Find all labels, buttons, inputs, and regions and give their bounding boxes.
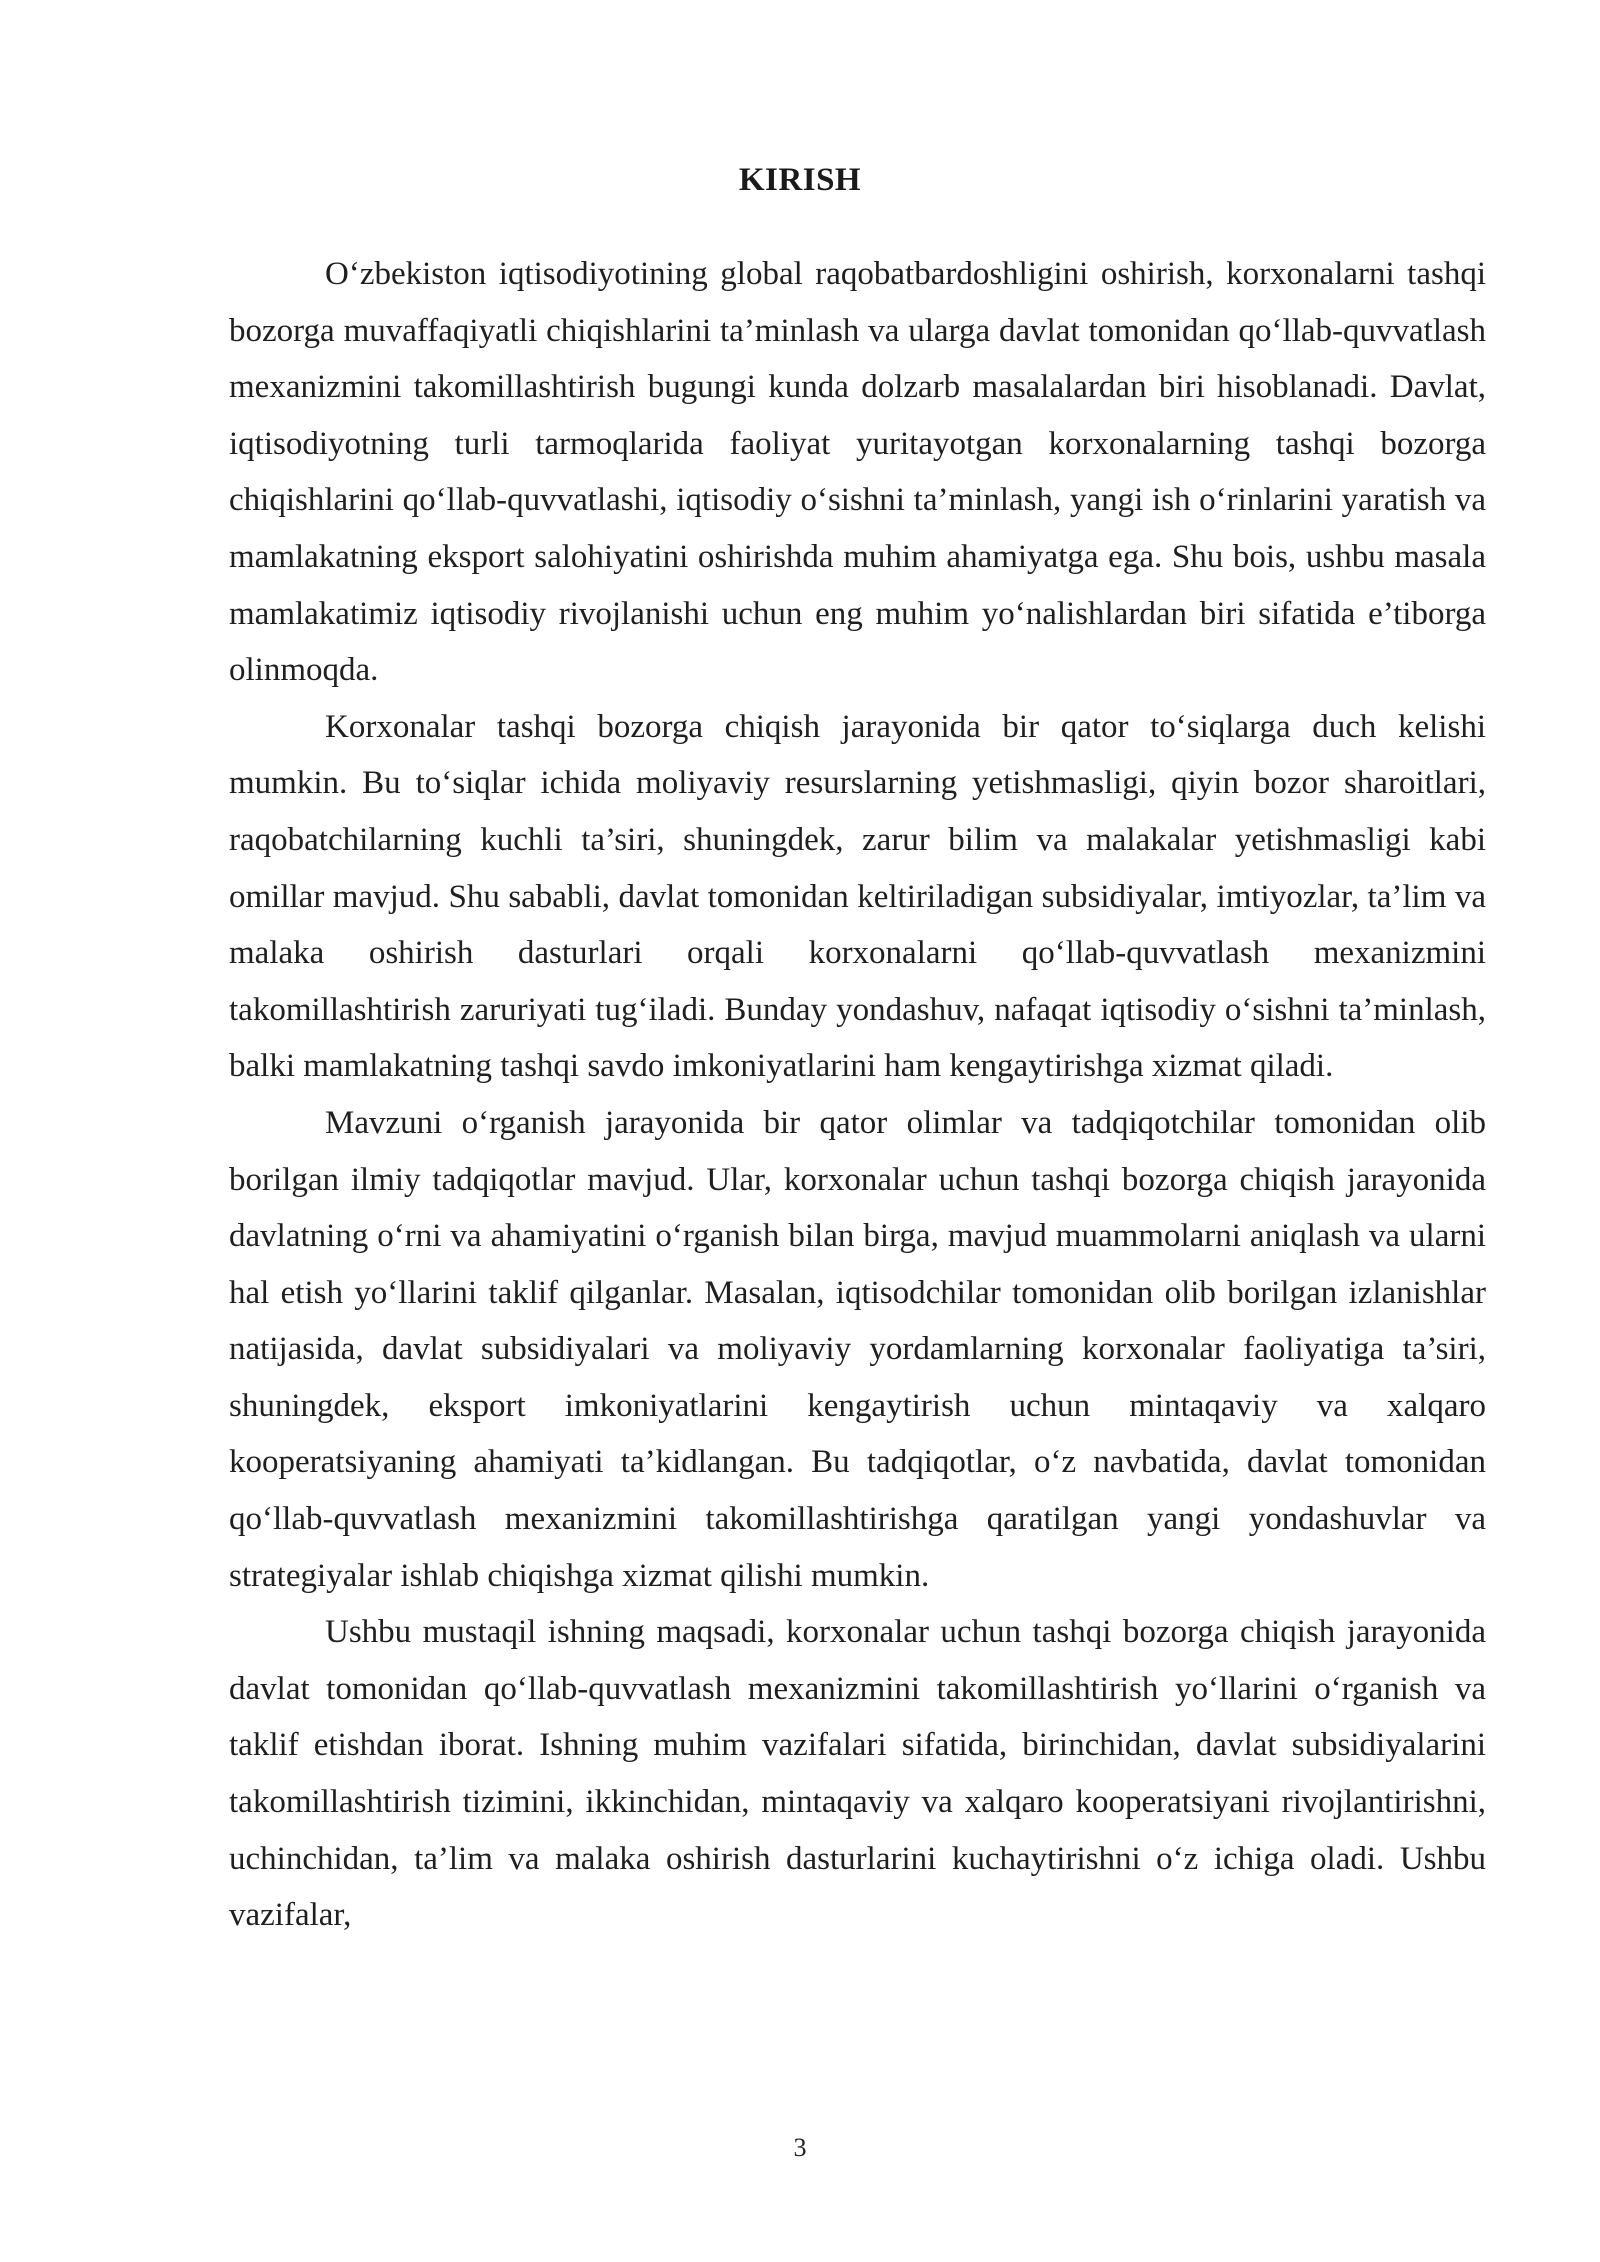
- paragraph-2: Korxonalar tashqi bozorga chiqish jarayonida bir qator to‘siqlarga duch kelishi mumkin. Bu to‘siqlar ichida moliyaviy resurslarning yetishmasligi, qiyin bozor sharoitlari, raqobatchilarning kuchli ta’siri, shuningdek, zarur bilim va malakalar yetishmasligi kabi omillar mavjud. Shu sababli, davlat tomonidan keltiriladigan subsidiyalar, imtiyozlar, ta’lim va malaka oshirish dasturlari orqali korxonalarni qo‘llab-quvvatlash mexanizmini takomillashtirish zaruriyati tug‘iladi. Bunday yondashuv, nafaqat iqtisodiy o‘sishni ta’minlash, balki mamlakatning tashqi savdo imkoniyatlarini ham kengaytirishga xizmat qiladi.: [229, 708, 1486, 1085]
- page-number: 3: [793, 2133, 807, 2162]
- paragraph-1: O‘zbekiston iqtisodiyotining global raqobatbardoshligini oshirish, korxonalarni tashqi bozorga muvaffaqiyatli chiqishlarini ta’minlash va ularga davlat tomonidan qo‘llab-quvvatlash mexanizmini takomillashtirish bugungi kunda dolzarb masalalardan biri hisoblanadi. Davlat, iqtisodiyotning turli tarmoqlarida faoliyat yuritayotgan korxonalarning tashqi bozorga chiqishlarini qo‘llab-quvvatlashi, iqtisodiy o‘sishni ta’minlash, yangi ish o‘rinlarini yaratish va mamlakatning eksport salohiyatini oshirishda muhim ahamiyatga ega. Shu bois, ushbu masala mamlakatimiz iqtisodiy rivojlanishi uchun eng muhim yo‘nalishlardan biri sifatida e’tiborga olinmoqda.: [229, 256, 1486, 689]
- section-heading: KIRISH: [738, 162, 862, 198]
- paragraph-4: Ushbu mustaqil ishning maqsadi, korxonalar uchun tashqi bozorga chiqish jarayonida davlat tomonidan qo‘llab-quvvatlash mexanizmini takomillashtirish yo‘llarini o‘rganish va taklif etishdan iborat. Ishning muhim vazifalari sifatida, birinchidan, davlat subsidiyalarini takomillashtirish tizimini, ikkinchidan, mintaqaviy va xalqaro kooperatsiyani rivojlantirishni, uchinchidan, ta’lim va malaka oshirish dasturlarini kuchaytirishni o‘z ichiga oladi. Ushbu vazifalar,: [229, 1614, 1486, 1934]
- body-text: [229, 246, 1486, 1944]
- paragraph-3: Mavzuni o‘rganish jarayonida bir qator olimlar va tadqiqotchilar tomonidan olib borilgan ilmiy tadqiqotlar mavjud. Ular, korxonalar uchun tashqi bozorga chiqish jarayonida davlatning o‘rni va ahamiyatini o‘rganish bilan birga, mavjud muammolarni aniqlash va ularni hal etish yo‘llarini taklif qilganlar. Masalan, iqtisodchilar tomonidan olib borilgan izlanishlar natijasida, davlat subsidiyalari va moliyaviy yordamlarning korxonalar faoliyatiga ta’siri, shuningdek, eksport imkoniyatlarini kengaytirish uchun mintaqaviy va xalqaro kooperatsiyaning ahamiyati ta’kidlangan. Bu tadqiqotlar, o‘z navbatida, davlat tomonidan qo‘llab-quvvatlash mexanizmini takomillashtirishga qaratilgan yangi yondashuvlar va strategiyalar ishlab chiqishga xizmat qilishi mumkin.: [229, 1104, 1486, 1594]
